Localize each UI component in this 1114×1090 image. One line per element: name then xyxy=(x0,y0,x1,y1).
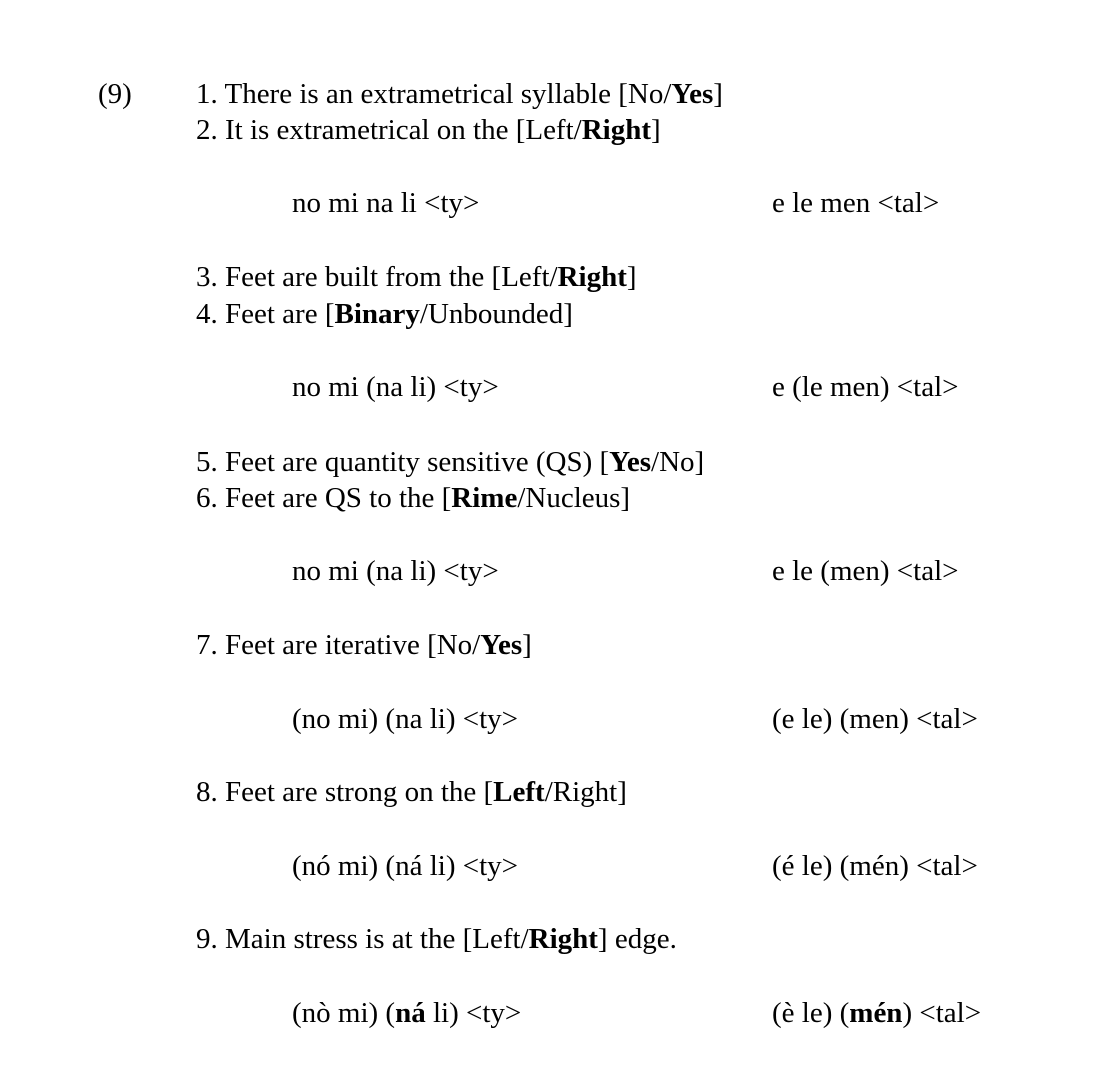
form-6-left-main-stress: ná xyxy=(395,997,426,1029)
parameter-8-prefix: 8. Feet are strong on the [ xyxy=(196,776,494,808)
parameter-6-prefix: 6. Feet are QS to the [ xyxy=(196,482,452,514)
parameter-3-prefix: 3. Feet are built from the [Left/ xyxy=(196,261,558,293)
form-4-left: (no mi) (na li) <ty> xyxy=(292,703,518,735)
form-3-left: no mi (na li) <ty> xyxy=(292,555,499,587)
parameter-9-choice: Right xyxy=(528,923,598,955)
parameter-8-choice: Left xyxy=(493,776,545,808)
parameter-5-prefix: 5. Feet are quantity sensitive (QS) [ xyxy=(196,446,610,478)
parameter-4-prefix: 4. Feet are [ xyxy=(196,298,335,330)
form-1-right: e le men <tal> xyxy=(772,187,940,219)
parameter-6-choice: Rime xyxy=(451,482,518,514)
parameter-8 xyxy=(196,778,627,807)
parameter-6 xyxy=(196,484,630,513)
parameter-5-choice: Yes xyxy=(609,446,652,478)
parameter-5-suffix: /No] xyxy=(651,446,705,478)
parameter-5 xyxy=(196,448,704,477)
parameter-1-prefix: 1. There is an extrametrical syllable [No/ xyxy=(196,78,672,110)
parameter-7 xyxy=(196,631,532,660)
parameter-7-suffix: ] xyxy=(522,629,532,661)
form-6-left-post: li) <ty> xyxy=(425,997,522,1029)
parameter-9 xyxy=(196,925,677,954)
parameter-3-choice: Right xyxy=(557,261,627,293)
parameter-2-choice: Right xyxy=(581,114,652,146)
parameter-2-suffix: ] xyxy=(651,114,661,146)
parameter-3-suffix: ] xyxy=(626,261,637,293)
parameter-1-choice: Yes xyxy=(671,78,714,110)
parameter-7-prefix: 7. Feet are iterative [No/ xyxy=(196,629,481,661)
form-5-right: (é le) (mén) <tal> xyxy=(772,850,978,882)
parameter-7-choice: Yes xyxy=(480,629,523,661)
form-6-right-pre: (è le) ( xyxy=(772,997,850,1029)
form-2-left: no mi (na li) <ty> xyxy=(292,371,499,403)
parameter-4-choice: Binary xyxy=(334,298,420,330)
form-4-right: (e le) (men) <tal> xyxy=(772,703,978,735)
parameter-4-suffix: /Unbounded] xyxy=(419,298,573,330)
form-6-right xyxy=(772,999,981,1028)
example-number: (9) xyxy=(98,78,132,110)
form-2-right: e (le men) <tal> xyxy=(772,371,959,403)
parameter-1 xyxy=(196,80,723,109)
form-3-right: e le (men) <tal> xyxy=(772,555,959,587)
form-1-left: no mi na li <ty> xyxy=(292,187,480,219)
parameter-3 xyxy=(196,263,637,292)
parameter-2 xyxy=(196,116,661,145)
parameter-6-suffix: /Nucleus] xyxy=(517,482,631,514)
form-6-left-pre: (nò mi) ( xyxy=(292,997,396,1029)
parameter-9-suffix: ] edge. xyxy=(597,923,677,955)
form-6-left xyxy=(292,999,521,1028)
parameter-9-prefix: 9. Main stress is at the [Left/ xyxy=(196,923,529,955)
form-6-right-post: ) <tal> xyxy=(902,997,982,1029)
parameter-2-prefix: 2. It is extrametrical on the [Left/ xyxy=(196,114,582,146)
parameter-1-suffix: ] xyxy=(713,78,723,110)
form-6-right-main-stress: mén xyxy=(849,997,903,1029)
parameter-4 xyxy=(196,300,573,329)
parameter-8-suffix: /Right] xyxy=(544,776,627,808)
form-5-left: (nó mi) (ná li) <ty> xyxy=(292,850,518,882)
